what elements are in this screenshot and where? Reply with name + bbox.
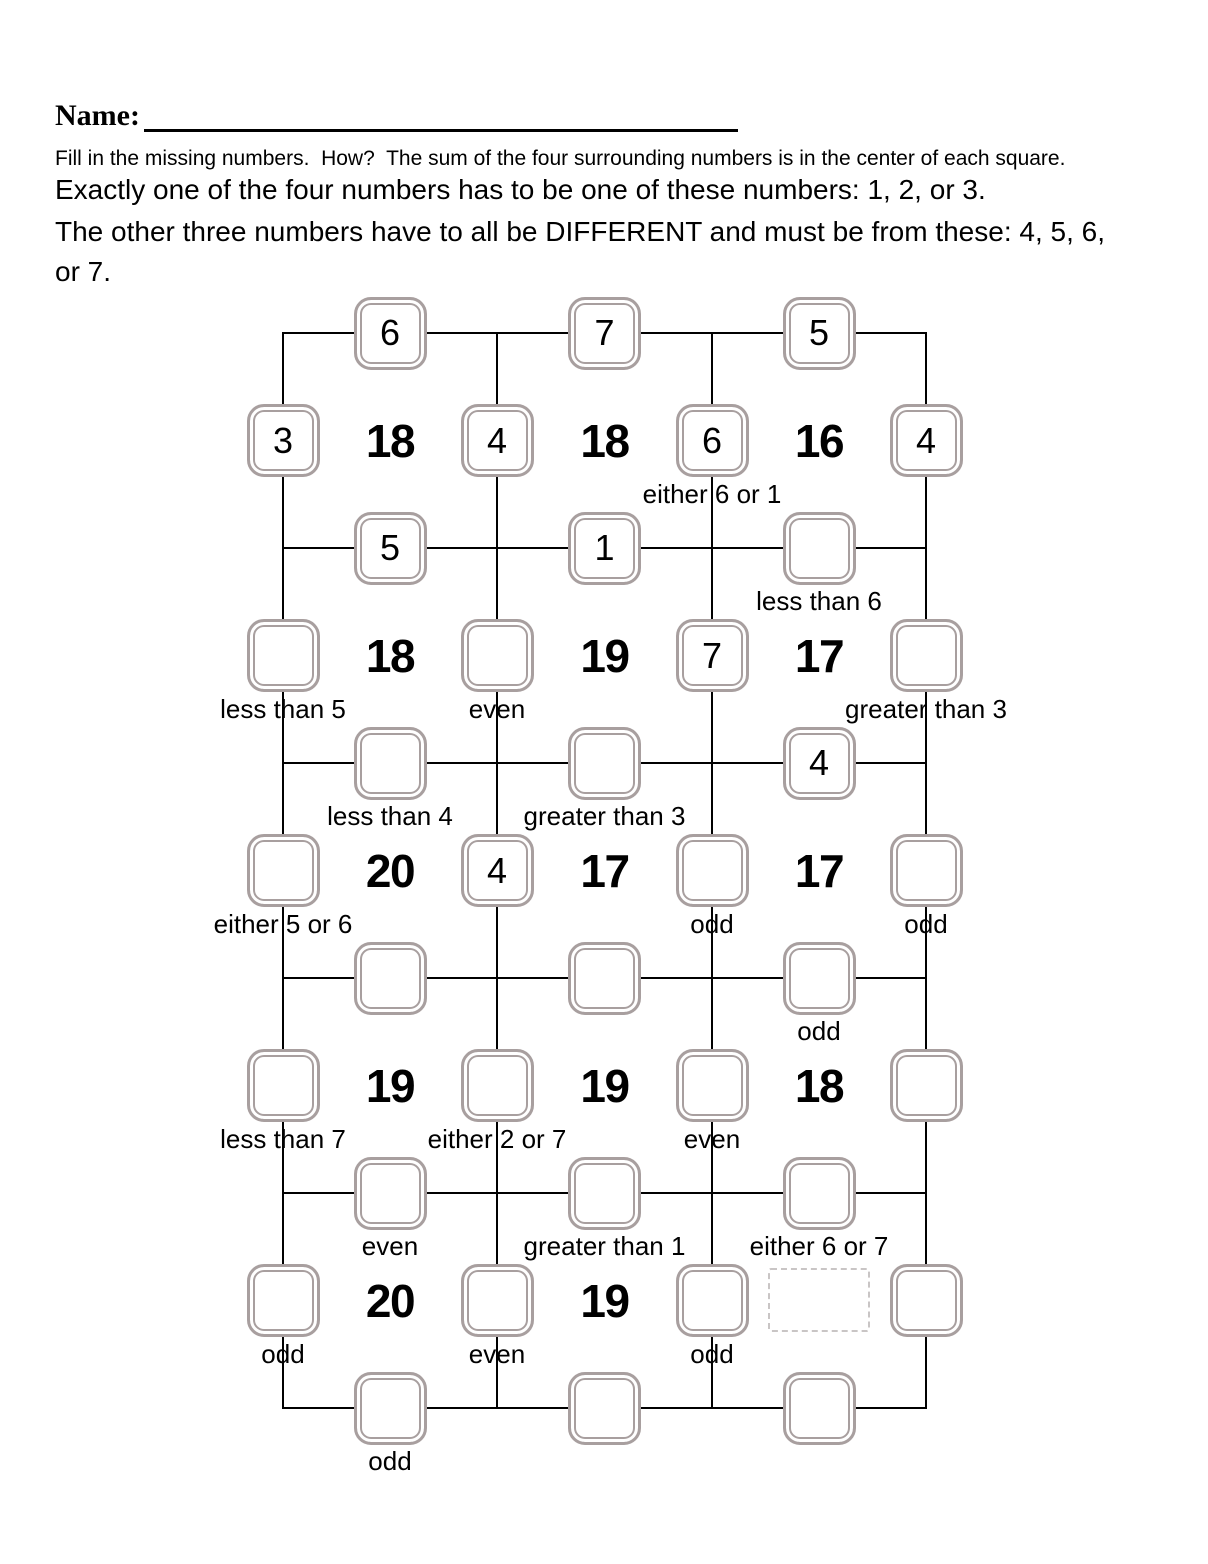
hint-label: either 5 or 6 — [213, 908, 353, 939]
instruction-line-4: or 7. — [55, 256, 112, 287]
edge-cell-given: 4 — [461, 834, 534, 907]
sum-value: 19 — [580, 629, 629, 682]
hint-label: greater than 1 — [523, 1231, 686, 1261]
edge-cell-blank[interactable] — [676, 1264, 749, 1337]
edge-cell-blank[interactable] — [247, 1049, 320, 1122]
hint-label: even — [361, 1231, 419, 1261]
edge-cell-blank[interactable] — [783, 512, 856, 585]
edge-cell-blank[interactable] — [354, 942, 427, 1015]
hint-label: less than 5 — [220, 693, 346, 724]
edge-cell-blank[interactable] — [354, 1157, 427, 1230]
hint-label: less than 7 — [220, 1123, 346, 1154]
sum-value: 19 — [580, 1274, 629, 1327]
hint-label: odd — [261, 1338, 305, 1369]
edge-cell-given: 5 — [354, 512, 427, 585]
edge-cell-given: 6 — [676, 404, 749, 477]
edge-cell-blank[interactable] — [568, 1157, 641, 1230]
sum-value: 18 — [580, 414, 629, 467]
hint-label: odd — [690, 908, 734, 939]
edge-cell-given: 4 — [783, 727, 856, 800]
edge-cell-blank[interactable] — [783, 1372, 856, 1445]
edge-cell-blank[interactable] — [247, 1264, 320, 1337]
edge-cell-blank[interactable] — [461, 1049, 534, 1122]
edge-cell-blank[interactable] — [890, 619, 963, 692]
edge-cell-given: 6 — [354, 297, 427, 370]
sum-value: 20 — [365, 1274, 415, 1327]
edge-cell-blank[interactable] — [461, 1264, 534, 1337]
edge-cell-given: 4 — [461, 404, 534, 477]
edge-cell-blank[interactable] — [354, 1372, 427, 1445]
hint-label: greater than 3 — [523, 801, 686, 831]
hint-label: either 6 or 7 — [749, 1231, 889, 1261]
sum-value: 16 — [794, 414, 844, 467]
edge-cell-blank[interactable] — [890, 1264, 963, 1337]
edge-cell-blank[interactable] — [247, 834, 320, 907]
hint-label: odd — [690, 1338, 734, 1369]
edge-cell-blank[interactable] — [890, 834, 963, 907]
edge-cell-given: 4 — [890, 404, 963, 477]
sum-cell-dashed[interactable] — [768, 1268, 870, 1332]
edge-cell-given: 1 — [568, 512, 641, 585]
hint-label: even — [683, 1123, 741, 1154]
sum-value: 20 — [365, 844, 415, 897]
sum-value: 18 — [365, 414, 415, 467]
name-label: Name: — [55, 99, 140, 132]
sum-value: 17 — [580, 844, 629, 897]
sum-value: 18 — [365, 629, 415, 682]
hint-label: odd — [904, 908, 948, 939]
sum-value: 17 — [794, 844, 844, 897]
hint-label: either 2 or 7 — [427, 1123, 567, 1154]
sum-value: 19 — [580, 1059, 629, 1112]
edge-cell-blank[interactable] — [676, 834, 749, 907]
edge-cell-blank[interactable] — [461, 619, 534, 692]
edge-cell-given: 7 — [676, 619, 749, 692]
sum-value: 17 — [794, 629, 844, 682]
hint-label: even — [468, 1338, 526, 1369]
sum-value: 18 — [794, 1059, 844, 1112]
instruction-line-3: The other three numbers have to all be DIFFERENT and must be from these: 4, 5, 6, — [55, 216, 1105, 247]
edge-cell-given: 7 — [568, 297, 641, 370]
hint-label: greater than 3 — [845, 693, 1007, 724]
edge-cell-blank[interactable] — [568, 942, 641, 1015]
edge-cell-blank[interactable] — [783, 942, 856, 1015]
edge-cell-blank[interactable] — [676, 1049, 749, 1122]
instruction-line-2: Exactly one of the four numbers has to be one of these numbers: 1, 2, or 3. — [55, 174, 986, 205]
hint-label: either 6 or 1 — [642, 478, 782, 509]
edge-cell-blank[interactable] — [890, 1049, 963, 1122]
hint-label: less than 4 — [327, 801, 453, 831]
hint-label: odd — [797, 1016, 841, 1046]
hint-label: even — [468, 693, 526, 724]
edge-cell-blank[interactable] — [568, 1372, 641, 1445]
edge-cell-blank[interactable] — [783, 1157, 856, 1230]
edge-cell-given: 3 — [247, 404, 320, 477]
edge-cell-blank[interactable] — [568, 727, 641, 800]
edge-cell-blank[interactable] — [247, 619, 320, 692]
hint-label: odd — [368, 1446, 412, 1476]
instruction-line-1: Fill in the missing numbers. How? The sum of the four surrounding numbers is in the center of each square. — [55, 147, 1066, 170]
edge-cell-given: 5 — [783, 297, 856, 370]
hint-label: less than 6 — [756, 586, 882, 616]
edge-cell-blank[interactable] — [354, 727, 427, 800]
sum-value: 19 — [365, 1059, 415, 1112]
